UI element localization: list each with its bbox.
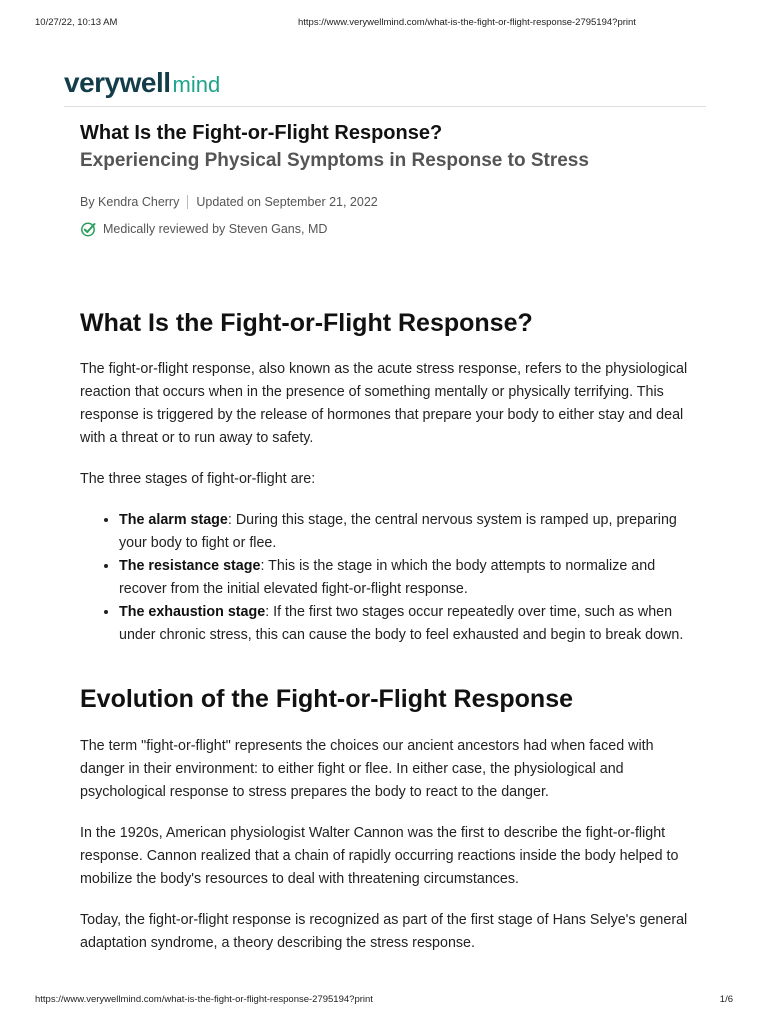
medical-reviewer[interactable]: Medically reviewed by Steven Gans, MD [103, 222, 328, 236]
logo-mind: mind [172, 72, 221, 97]
list-item-term: The resistance stage [119, 558, 261, 574]
print-datetime: 10/27/22, 10:13 AM [35, 17, 118, 28]
list-item [119, 601, 690, 647]
list-item-term: The alarm stage [119, 512, 228, 528]
byline [80, 193, 690, 211]
list-item-text: : During this stage, the central nervous system is ramped up, preparing your body to fight or flee. [119, 512, 677, 551]
byline-updated: Updated on September 21, 2022 [196, 195, 378, 209]
article-title: What Is the Fight-or-Flight Response? [80, 122, 443, 144]
article [80, 120, 690, 955]
list-item-text: : If the first two stages occur repeatedly over time, such as when under chronic stress, this can cause the body to feel exhausted and begin to break down. [119, 604, 684, 643]
section-paragraph: The term "fight-or-flight" represents the choices our ancient ancestors had when faced with danger in their environment: to either fight or flee. In either case, the physiological and psychological response to stress prepares the body to react to the danger. [80, 738, 654, 800]
list-item [119, 555, 690, 601]
site-logo[interactable] [64, 67, 220, 101]
header-divider [64, 106, 706, 107]
stages-list [80, 509, 690, 647]
print-header-url: https://www.verywellmind.com/what-is-the-fight-or-flight-response-2795194?print [298, 17, 636, 28]
list-item-term: The exhaustion stage [119, 604, 266, 620]
byline-author[interactable]: By Kendra Cherry [80, 195, 180, 209]
page-number: 1/6 [719, 994, 733, 1005]
byline-separator [187, 195, 188, 209]
section-heading: What Is the Fight-or-Flight Response? [80, 309, 533, 337]
check-circle-icon [80, 221, 96, 237]
article-subtitle: Experiencing Physical Symptoms in Response to Stress [80, 150, 589, 171]
section-paragraph: Today, the fight-or-flight response is recognized as part of the first stage of Hans Selye's general adaptation syndrome, a theory describing the stress response. [80, 912, 688, 951]
section-paragraph: The fight-or-flight response, also known as the acute stress response, refers to the physiological reaction that occurs when in the presence of something mentally or physically terrifying. This response is triggered by the release of hormones that prepare your body to either stay and deal with a threat or to run away to safety. [80, 361, 688, 446]
section-paragraph: The three stages of fight-or-flight are: [80, 471, 316, 487]
list-item-text: : This is the stage in which the body attempts to normalize and recover from the initial elevated fight-or-flight response. [119, 558, 656, 597]
section-heading: Evolution of the Fight-or-Flight Response [80, 685, 574, 713]
list-item [119, 509, 690, 555]
section-paragraph: In the 1920s, American physiologist Walter Cannon was the first to describe the fight-or-flight response. Cannon realized that a chain of rapidly occurring reactions inside the body helped to mobilize the body's resources to deal with threatening circumstances. [80, 825, 679, 887]
print-footer [35, 994, 733, 1008]
logo-verywell: verywell [64, 67, 171, 98]
medical-review [80, 221, 690, 237]
print-footer-url: https://www.verywellmind.com/what-is-the-fight-or-flight-response-2795194?print [35, 994, 373, 1005]
print-header [35, 17, 733, 31]
